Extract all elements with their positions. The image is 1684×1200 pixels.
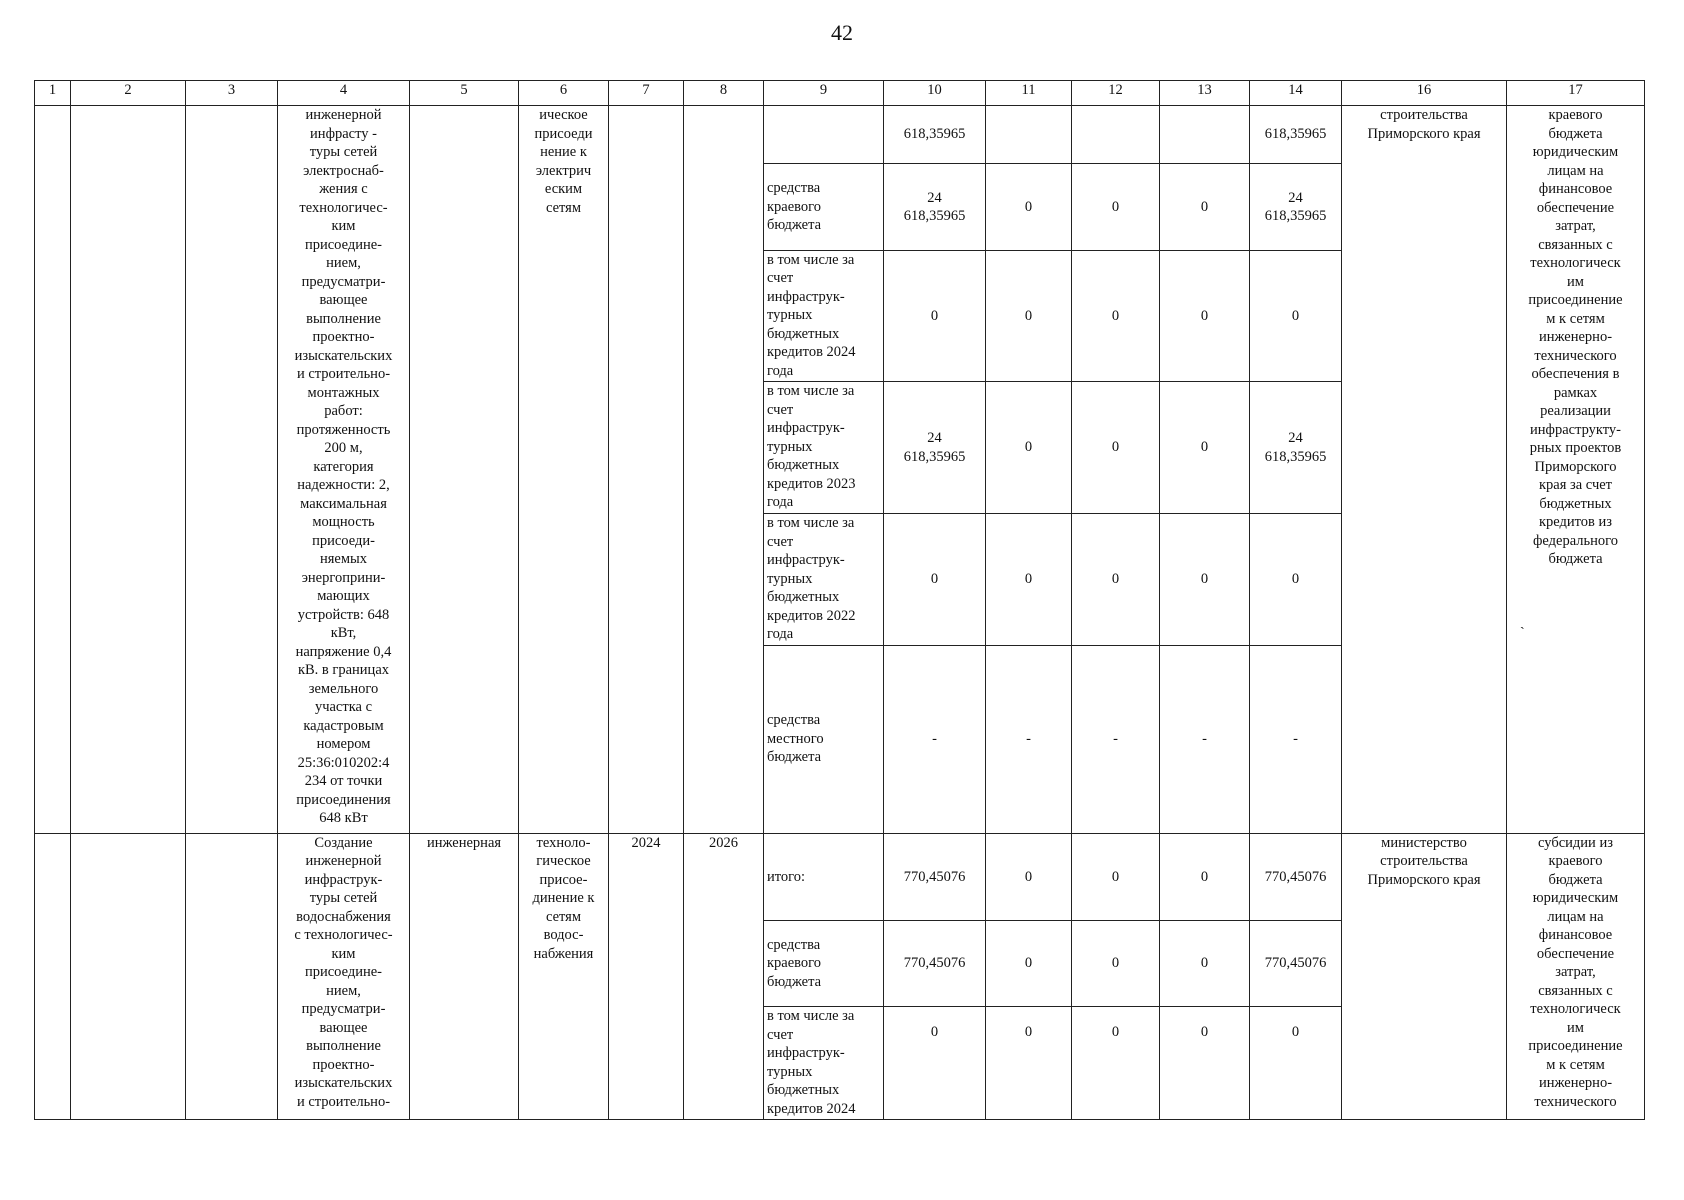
value-col11: - [986, 645, 1072, 833]
value-col10: 0 [884, 514, 986, 646]
header-cell: 9 [764, 81, 884, 106]
value-col11: 0 [986, 514, 1072, 646]
value-col11: 0 [986, 382, 1072, 514]
value-col13: - [1160, 645, 1250, 833]
value-col14: 0 [1250, 1007, 1342, 1120]
infrastructure-type: инженерная [410, 833, 519, 1119]
value-col10: 770,45076 [884, 920, 986, 1006]
funding-source-label: средства краевого бюджета [764, 164, 884, 250]
value-col12: 0 [1072, 164, 1160, 250]
value-col12: - [1072, 645, 1160, 833]
table-row [35, 833, 1645, 920]
cell-col7 [609, 106, 684, 833]
value-col13: 0 [1160, 250, 1250, 382]
value-col11: 0 [986, 1007, 1072, 1120]
cell-col8 [684, 106, 764, 833]
object-description: инженерной инфрасту - туры сетей электроснаб- жения с технологичес- ким присоедине- нием, предусматри- вающее выполнение проектно- изыскательских и строительно- монтажных работ: протяженность 200 м, категория надежности: 2, максимальная мощность присоеди- няемых энергоприни- мающих устройств: 648 кВт, напряжение 0,4 кВ. в границах земельного участка с кадастровым номером 25:36:010202:4 234 от точки присоединения 648 кВт [278, 106, 410, 833]
header-cell: 7 [609, 81, 684, 106]
funding-source-label: средства местного бюджета [764, 645, 884, 833]
margin-mark: ˏ [1520, 615, 1525, 630]
value-col14: 0 [1250, 514, 1342, 646]
cell-col3 [186, 833, 278, 1119]
value-col11 [986, 106, 1072, 164]
value-col14: 770,45076 [1250, 833, 1342, 920]
value-col13: 0 [1160, 514, 1250, 646]
value-col10: 770,45076 [884, 833, 986, 920]
funding-source-label: итого: [764, 833, 884, 920]
header-cell: 2 [71, 81, 186, 106]
value-col13: 0 [1160, 833, 1250, 920]
value-col14: 24 618,35965 [1250, 164, 1342, 250]
value-col12: 0 [1072, 382, 1160, 514]
value-col14: 618,35965 [1250, 106, 1342, 164]
value-col10: 24 618,35965 [884, 164, 986, 250]
value-col11: 0 [986, 833, 1072, 920]
subsidy-description: краевого бюджета юридическим лицам на финансовое обеспечение затрат, связанных с технологическ им присоединение м к сетям инженерно- технического обеспечения в рамках реализации инфраструкту- рных проектов Приморского края за счет бюджетных кредитов из федерального бюджета [1507, 106, 1645, 833]
value-col10: 0 [884, 250, 986, 382]
header-cell: 4 [278, 81, 410, 106]
funding-source-label: в том числе за счет инфраструк- турных бюджетных кредитов 2023 года [764, 382, 884, 514]
header-cell: 10 [884, 81, 986, 106]
funding-source-label: в том числе за счет инфраструк- турных бюджетных кредитов 2024 года [764, 250, 884, 382]
value-col12: 0 [1072, 514, 1160, 646]
value-col14: 0 [1250, 250, 1342, 382]
value-col12: 0 [1072, 833, 1160, 920]
value-col14: 24 618,35965 [1250, 382, 1342, 514]
value-col12: 0 [1072, 250, 1160, 382]
header-cell: 13 [1160, 81, 1250, 106]
cell-col1 [35, 106, 71, 833]
header-row [35, 81, 1645, 106]
funding-source-label: в том числе за счет инфраструк- турных бюджетных кредитов 2024 [764, 1007, 884, 1120]
value-col10: 618,35965 [884, 106, 986, 164]
value-col13: 0 [1160, 920, 1250, 1006]
cell-col1 [35, 833, 71, 1119]
value-col13: 0 [1160, 164, 1250, 250]
header-cell: 3 [186, 81, 278, 106]
budget-table [34, 80, 1645, 1120]
value-col11: 0 [986, 920, 1072, 1006]
funding-source-label: средства краевого бюджета [764, 920, 884, 1006]
cell-col5 [410, 106, 519, 833]
header-cell: 1 [35, 81, 71, 106]
value-col12: 0 [1072, 1007, 1160, 1120]
responsible-body: министерство строительства Приморского края [1342, 833, 1507, 1119]
cell-col2 [71, 833, 186, 1119]
header-cell: 11 [986, 81, 1072, 106]
funding-source-label: в том числе за счет инфраструк- турных бюджетных кредитов 2022 года [764, 514, 884, 646]
header-cell: 8 [684, 81, 764, 106]
funding-source-label [764, 106, 884, 164]
value-col13: 0 [1160, 1007, 1250, 1120]
value-col14: 770,45076 [1250, 920, 1342, 1006]
header-cell: 17 [1507, 81, 1645, 106]
subsidy-description: субсидии из краевого бюджета юридическим лицам на финансовое обеспечение затрат, связанных с технологическ им присоединение м к сетям инженерно- технического [1507, 833, 1645, 1119]
value-col10: - [884, 645, 986, 833]
responsible-body: строительства Приморского края [1342, 106, 1507, 833]
connection-type: техноло- гическое присое- динение к сетям водос- набжения [519, 833, 609, 1119]
connection-type: ическое присоеди нение к электрич еским сетям [519, 106, 609, 833]
value-col10: 0 [884, 1007, 986, 1120]
table-row [35, 106, 1645, 164]
cell-col3 [186, 106, 278, 833]
cell-col2 [71, 106, 186, 833]
value-col11: 0 [986, 250, 1072, 382]
page-number: 42 [831, 20, 853, 45]
header-cell: 6 [519, 81, 609, 106]
start-year: 2024 [609, 833, 684, 1119]
header-cell: 12 [1072, 81, 1160, 106]
value-col13: 0 [1160, 382, 1250, 514]
header-cell: 14 [1250, 81, 1342, 106]
value-col14: - [1250, 645, 1342, 833]
header-cell: 5 [410, 81, 519, 106]
value-col12 [1072, 106, 1160, 164]
end-year: 2026 [684, 833, 764, 1119]
value-col12: 0 [1072, 920, 1160, 1006]
value-col13 [1160, 106, 1250, 164]
object-description: Создание инженерной инфраструк- туры сетей водоснабжения с технологичес- ким присоедине- нием, предусматри- вающее выполнение проектно- изыскательских и строительно- [278, 833, 410, 1119]
header-cell: 16 [1342, 81, 1507, 106]
value-col11: 0 [986, 164, 1072, 250]
value-col10: 24 618,35965 [884, 382, 986, 514]
